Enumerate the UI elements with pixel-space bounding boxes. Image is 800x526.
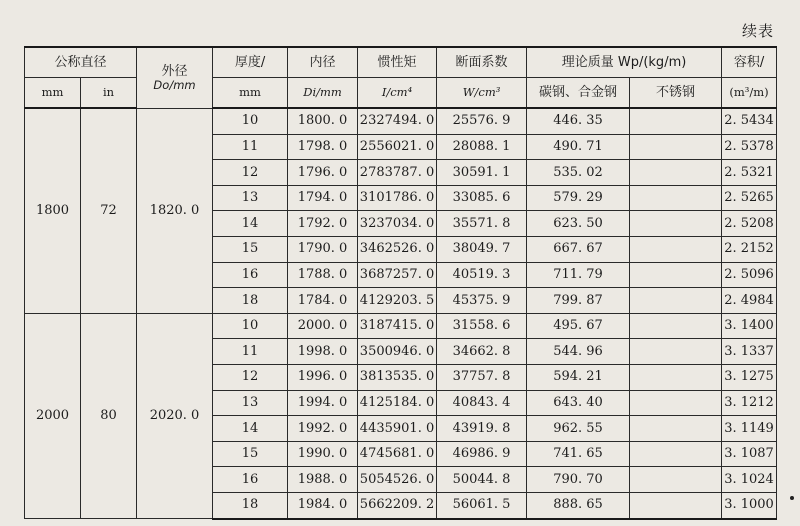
carbon-mass-cell: 643. 40 (527, 390, 630, 416)
inertia-cell: 3687257. 0 (358, 262, 437, 288)
carbon-mass-cell: 495. 67 (527, 313, 630, 339)
volume-cell: 2. 5208 (722, 211, 777, 237)
stainless-mass-cell (630, 262, 722, 288)
volume-cell: 3. 1000 (722, 492, 777, 518)
inertia-cell: 4745681. 0 (358, 441, 437, 467)
thickness-cell: 11 (213, 134, 288, 160)
thickness-cell: 18 (213, 288, 288, 314)
stainless-mass-cell (630, 185, 722, 211)
outer-diameter-cell: 2020. 0 (137, 313, 213, 518)
volume-cell: 3. 1400 (722, 313, 777, 339)
stainless-mass-cell (630, 441, 722, 467)
thickness-cell: 10 (213, 108, 288, 134)
inertia-cell: 3462526. 0 (358, 236, 437, 262)
volume-cell: 2. 5378 (722, 134, 777, 160)
stainless-mass-cell (630, 492, 722, 518)
section-modulus-cell: 46986. 9 (437, 441, 527, 467)
mass-header: 理论质量 Wp/(kg/m) (527, 47, 722, 78)
inertia-cell: 3237034. 0 (358, 211, 437, 237)
inertia-cell: 2783787. 0 (358, 160, 437, 186)
table-row (25, 313, 777, 339)
stainless-mass-cell (630, 288, 722, 314)
thickness-cell: 14 (213, 211, 288, 237)
carbon-mass-cell: 799. 87 (527, 288, 630, 314)
section-modulus-cell: 33085. 6 (437, 185, 527, 211)
section-modulus-unit: W/cm³ (437, 78, 527, 109)
inertia-header: 惯性矩 (358, 47, 437, 78)
section-modulus-cell: 25576. 9 (437, 108, 527, 134)
volume-cell: 3. 1149 (722, 416, 777, 442)
carbon-mass-cell: 790. 70 (527, 467, 630, 493)
section-modulus-cell: 56061. 5 (437, 492, 527, 518)
inner-diameter-cell: 1996. 0 (288, 364, 358, 390)
thickness-cell: 18 (213, 492, 288, 518)
stainless-mass-cell (630, 236, 722, 262)
outer-diameter-header (137, 47, 213, 108)
inner-diameter-cell: 1794. 0 (288, 185, 358, 211)
pipe-spec-table (24, 46, 777, 520)
inner-diameter-cell: 1784. 0 (288, 288, 358, 314)
section-modulus-cell: 43919. 8 (437, 416, 527, 442)
table-row (25, 108, 777, 134)
carbon-mass-cell: 535. 02 (527, 160, 630, 186)
inertia-cell: 5662209. 2 (358, 492, 437, 518)
section-modulus-header: 断面系数 (437, 47, 527, 78)
inertia-cell: 4125184. 0 (358, 390, 437, 416)
volume-cell: 2. 4984 (722, 288, 777, 314)
section-modulus-cell: 38049. 7 (437, 236, 527, 262)
inertia-cell: 4129203. 5 (358, 288, 437, 314)
inertia-cell: 2327494. 0 (358, 108, 437, 134)
stainless-mass-cell (630, 467, 722, 493)
section-modulus-cell: 50044. 8 (437, 467, 527, 493)
nominal-diameter-header: 公称直径 (25, 47, 137, 78)
continued-label: 续表 (741, 22, 774, 40)
volume-header: 容积/ (722, 47, 777, 78)
inner-diameter-cell: 1992. 0 (288, 416, 358, 442)
volume-cell: 3. 1337 (722, 339, 777, 365)
inner-diameter-cell: 1990. 0 (288, 441, 358, 467)
thickness-cell: 16 (213, 467, 288, 493)
section-modulus-cell: 40843. 4 (437, 390, 527, 416)
inner-diameter-cell: 1994. 0 (288, 390, 358, 416)
carbon-mass-cell: 741. 65 (527, 441, 630, 467)
stainless-mass-cell (630, 160, 722, 186)
inertia-cell: 3813535. 0 (358, 364, 437, 390)
carbon-mass-cell: 544. 96 (527, 339, 630, 365)
stainless-mass-cell (630, 416, 722, 442)
section-modulus-cell: 37757. 8 (437, 364, 527, 390)
section-modulus-cell: 30591. 1 (437, 160, 527, 186)
inertia-cell: 5054526. 0 (358, 467, 437, 493)
inner-diameter-cell: 1790. 0 (288, 236, 358, 262)
thickness-cell: 10 (213, 313, 288, 339)
volume-cell: 2. 5096 (722, 262, 777, 288)
nominal-in-cell: 72 (81, 108, 137, 313)
volume-cell: 3. 1212 (722, 390, 777, 416)
outer-diameter-unit: Do/mm (153, 77, 196, 92)
thickness-cell: 12 (213, 160, 288, 186)
inner-diameter-cell: 2000. 0 (288, 313, 358, 339)
volume-cell: 2. 5434 (722, 108, 777, 134)
volume-cell: 2. 2152 (722, 236, 777, 262)
thickness-cell: 16 (213, 262, 288, 288)
table-body (25, 108, 777, 519)
stainless-mass-cell (630, 390, 722, 416)
volume-unit: (m³/m) (722, 78, 777, 109)
inertia-cell: 3500946. 0 (358, 339, 437, 365)
section-modulus-cell: 34662. 8 (437, 339, 527, 365)
carbon-mass-cell: 490. 71 (527, 134, 630, 160)
carbon-mass-cell: 579. 29 (527, 185, 630, 211)
section-modulus-cell: 40519. 3 (437, 262, 527, 288)
volume-cell: 3. 1275 (722, 364, 777, 390)
volume-cell: 3. 1087 (722, 441, 777, 467)
thickness-cell: 13 (213, 390, 288, 416)
page-mark (790, 496, 794, 500)
thickness-cell: 15 (213, 441, 288, 467)
thickness-cell: 13 (213, 185, 288, 211)
in-subheader: in (81, 78, 137, 109)
inner-diameter-cell: 1792. 0 (288, 211, 358, 237)
inner-diameter-cell: 1796. 0 (288, 160, 358, 186)
section-modulus-cell: 28088. 1 (437, 134, 527, 160)
volume-cell: 2. 5265 (722, 185, 777, 211)
nominal-mm-cell: 2000 (25, 313, 81, 518)
inner-diameter-cell: 1988. 0 (288, 467, 358, 493)
carbon-mass-cell: 962. 55 (527, 416, 630, 442)
inner-diameter-header: 内径 (288, 47, 358, 78)
table-header (25, 47, 777, 108)
nominal-in-cell: 80 (81, 313, 137, 518)
outer-diameter-cell: 1820. 0 (137, 108, 213, 313)
carbon-mass-cell: 667. 67 (527, 236, 630, 262)
stainless-mass-cell (630, 339, 722, 365)
inertia-cell: 2556021. 0 (358, 134, 437, 160)
inner-diameter-cell: 1800. 0 (288, 108, 358, 134)
carbon-mass-cell: 623. 50 (527, 211, 630, 237)
mm-subheader: mm (25, 78, 81, 109)
carbon-mass-cell: 446. 35 (527, 108, 630, 134)
inner-diameter-cell: 1998. 0 (288, 339, 358, 365)
carbon-mass-cell: 594. 21 (527, 364, 630, 390)
thickness-cell: 15 (213, 236, 288, 262)
thickness-cell: 14 (213, 416, 288, 442)
stainless-mass-cell (630, 313, 722, 339)
thickness-unit: mm (213, 78, 288, 109)
inertia-cell: 3187415. 0 (358, 313, 437, 339)
stainless-mass-cell (630, 211, 722, 237)
thickness-cell: 11 (213, 339, 288, 365)
stainless-mass-cell (630, 364, 722, 390)
carbon-mass-cell: 711. 79 (527, 262, 630, 288)
outer-diameter-label: 外径 (161, 63, 188, 79)
inner-diameter-cell: 1984. 0 (288, 492, 358, 518)
inertia-cell: 3101786. 0 (358, 185, 437, 211)
carbon-mass-cell: 888. 65 (527, 492, 630, 518)
inner-diameter-cell: 1798. 0 (288, 134, 358, 160)
nominal-mm-cell: 1800 (25, 108, 81, 313)
inner-diameter-unit: Di/mm (288, 78, 358, 109)
volume-cell: 3. 1024 (722, 467, 777, 493)
thickness-header: 厚度/ (213, 47, 288, 78)
stainless-subheader: 不锈钢 (630, 78, 722, 109)
inner-diameter-cell: 1788. 0 (288, 262, 358, 288)
section-modulus-cell: 35571. 8 (437, 211, 527, 237)
stainless-mass-cell (630, 134, 722, 160)
thickness-cell: 12 (213, 364, 288, 390)
inertia-unit: I/cm⁴ (358, 78, 437, 109)
inertia-cell: 4435901. 0 (358, 416, 437, 442)
section-modulus-cell: 31558. 6 (437, 313, 527, 339)
volume-cell: 2. 5321 (722, 160, 777, 186)
stainless-mass-cell (630, 108, 722, 134)
carbon-steel-subheader: 碳钢、合金钢 (527, 78, 630, 109)
section-modulus-cell: 45375. 9 (437, 288, 527, 314)
